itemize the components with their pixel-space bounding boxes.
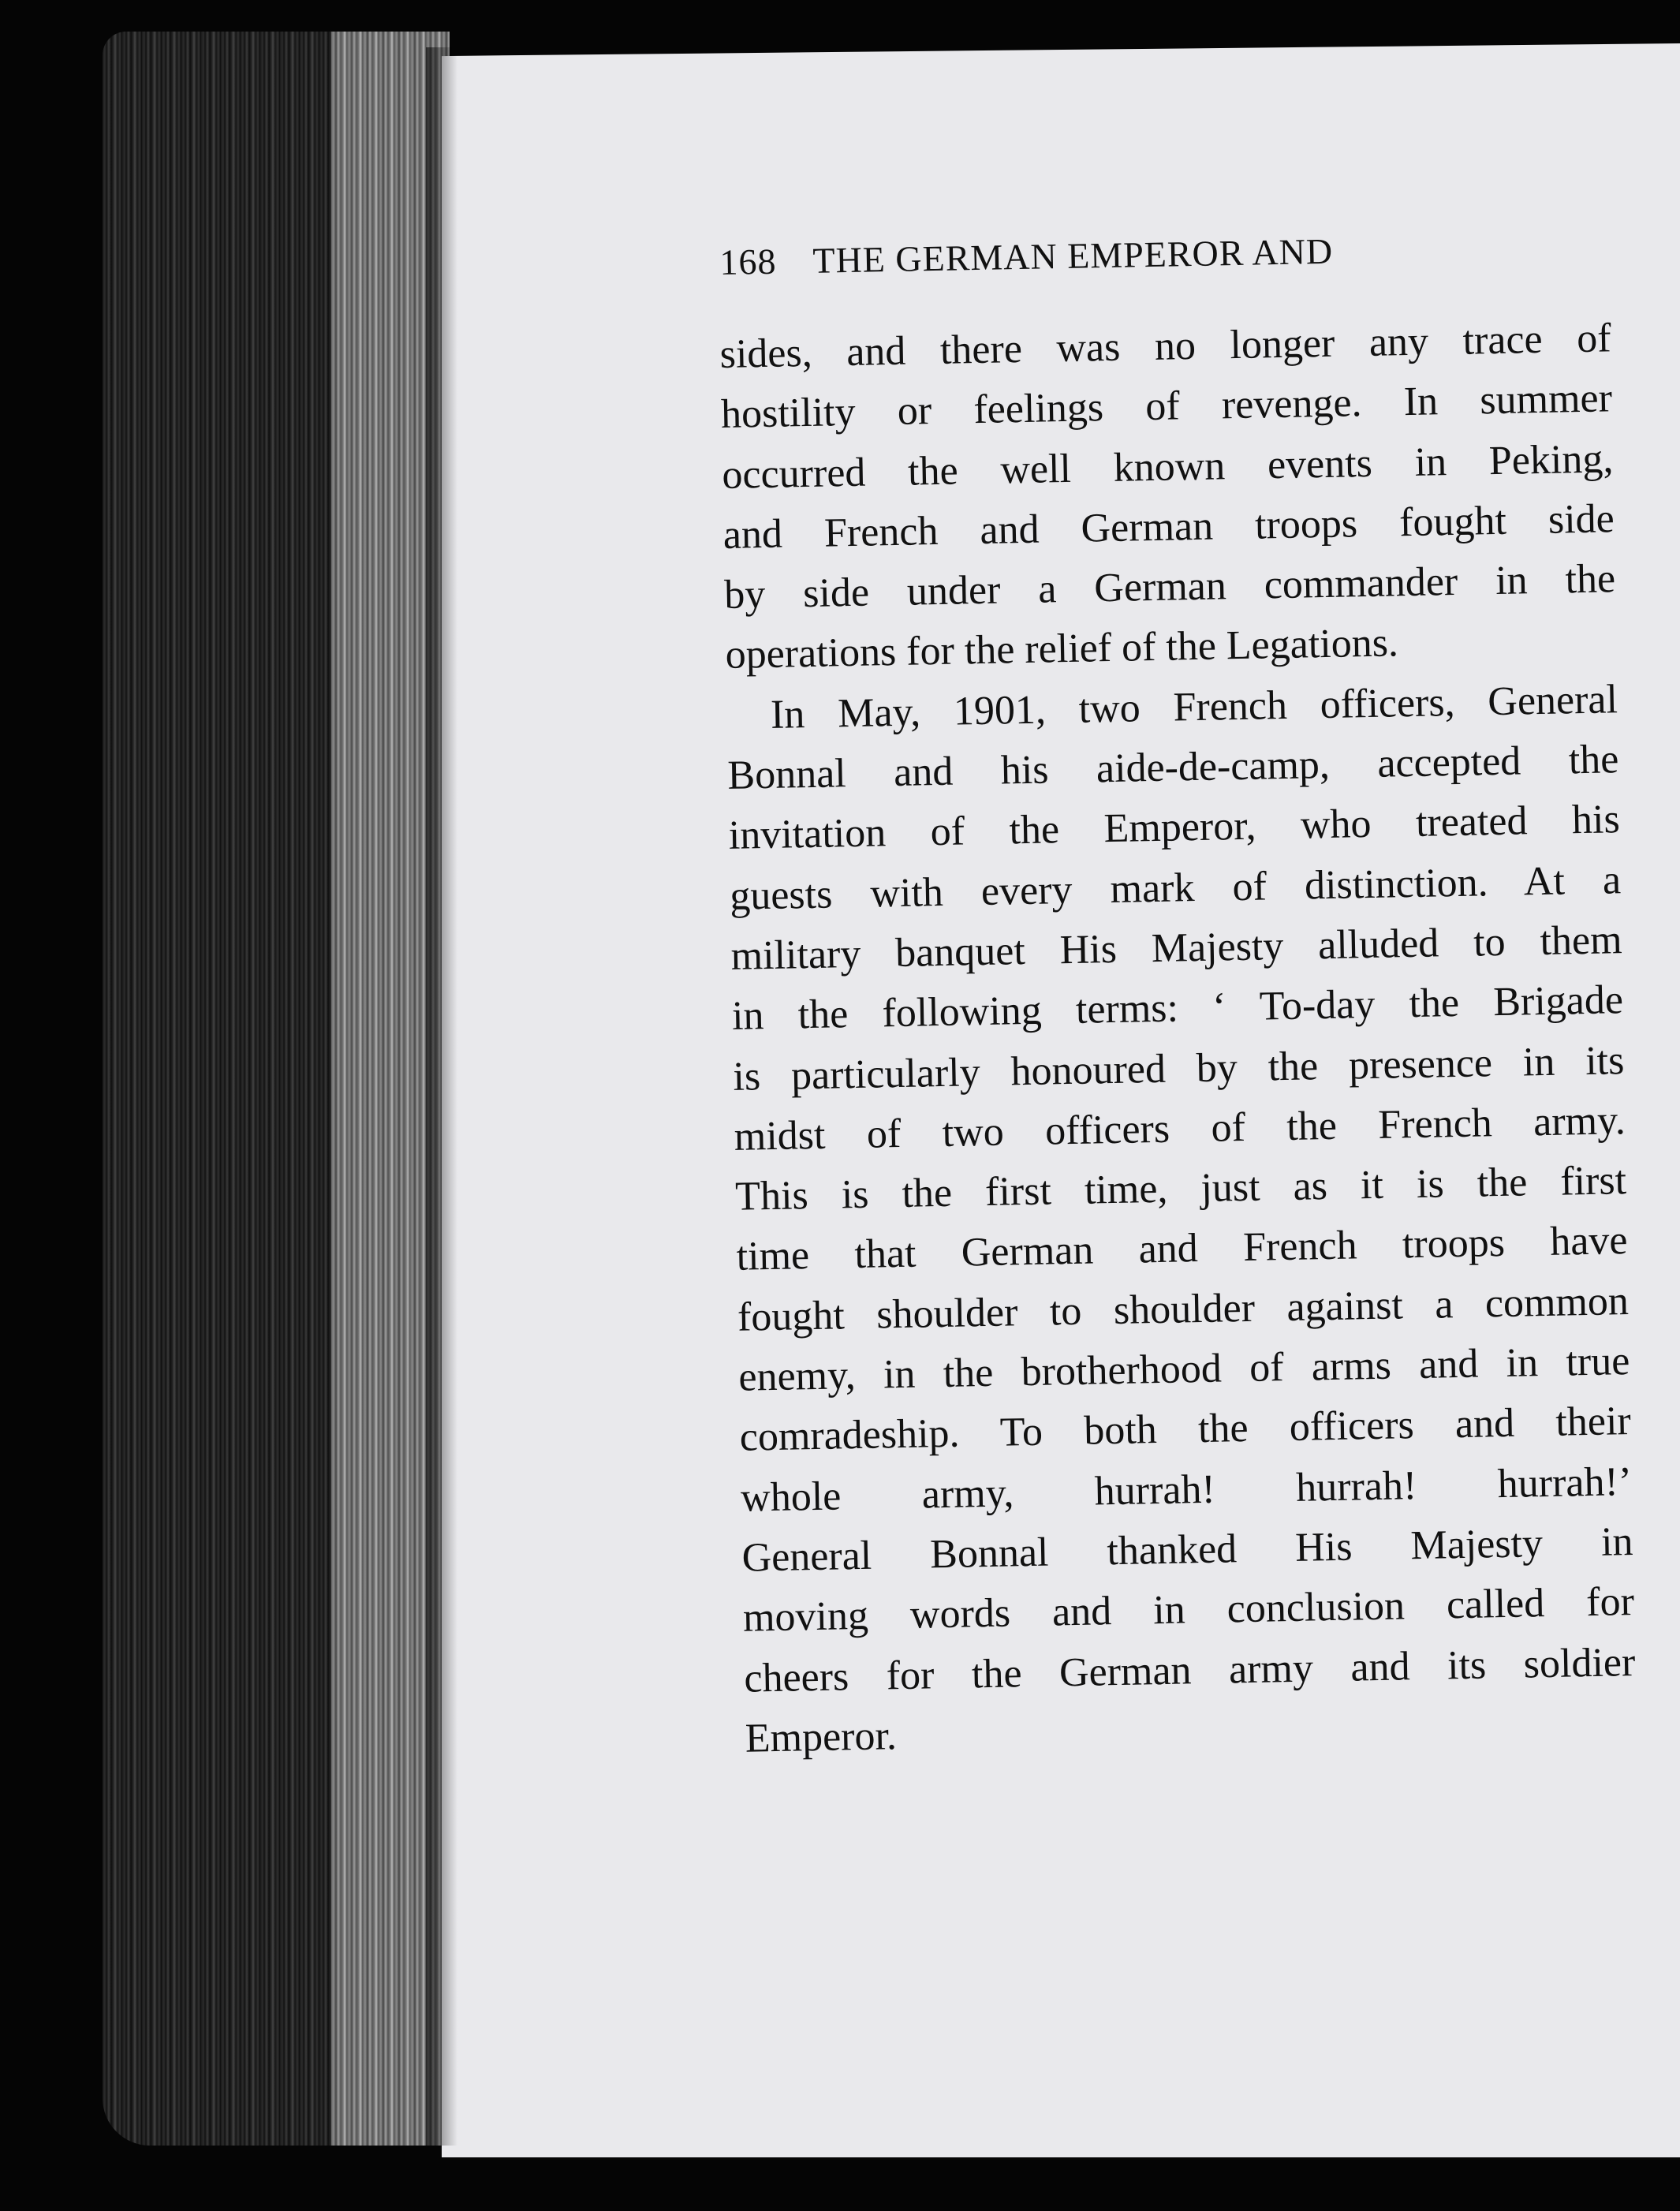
text-line: In May, 1901, two French officers, General — [770, 676, 1618, 738]
text-line: enemy, in the brotherhood of arms and in true — [737, 1339, 1630, 1400]
text-line: guests with every mark of distinction. At a — [729, 857, 1622, 919]
page-bottom-shadow — [442, 2157, 1680, 2211]
text-line: moving words and in conclusion called for — [742, 1579, 1635, 1641]
text-line: Bonnal and his aide-de-camp, accepted the — [726, 737, 1619, 798]
text-line: operations for the relief of the Legations. — [725, 620, 1399, 678]
page-edges — [103, 32, 450, 2146]
text-line: cheers for the German army and its soldier — [743, 1639, 1636, 1701]
text-line: time that German and French troops have — [736, 1218, 1628, 1280]
text-line: invitation of the Emperor, who treated his — [728, 797, 1621, 859]
text-line: midst of two officers of the French army. — [734, 1097, 1626, 1160]
text-line: hostility or feelings of revenge. In summer — [720, 375, 1613, 438]
page-number: 168 — [719, 241, 777, 282]
text-line: in the following terms: ‘ To-day the Brigade — [731, 977, 1624, 1040]
text-line: whole army, hurrah! hurrah! hurrah!’ — [740, 1458, 1633, 1521]
text-line: military banquet His Majesty alluded to them — [730, 917, 1623, 979]
text-line: is particularly honoured by the presence in its — [732, 1037, 1625, 1100]
text-line: occurred the well known events in Peking, — [721, 435, 1614, 498]
text-line: fought shoulder to shoulder against a common — [737, 1278, 1630, 1340]
text-line: sides, and there was no longer any trace of — [719, 316, 1612, 377]
running-title: THE GERMAN EMPEROR AND — [812, 230, 1334, 281]
text-line: and French and German troops fought side — [722, 496, 1615, 558]
body-text — [719, 308, 1637, 1769]
text-line: Emperor. — [745, 1713, 898, 1761]
text-line: General Bonnal thanked His Majesty in — [741, 1518, 1633, 1581]
paragraph-2 — [726, 670, 1637, 1769]
text-line: by side under a German commander in the — [723, 556, 1616, 618]
paragraph-1 — [719, 308, 1617, 685]
text-line: comradeship. To both the officers and their — [739, 1399, 1632, 1461]
text-line: This is the first time, just as it is the first — [734, 1158, 1627, 1219]
gutter-shadow — [426, 47, 457, 2146]
